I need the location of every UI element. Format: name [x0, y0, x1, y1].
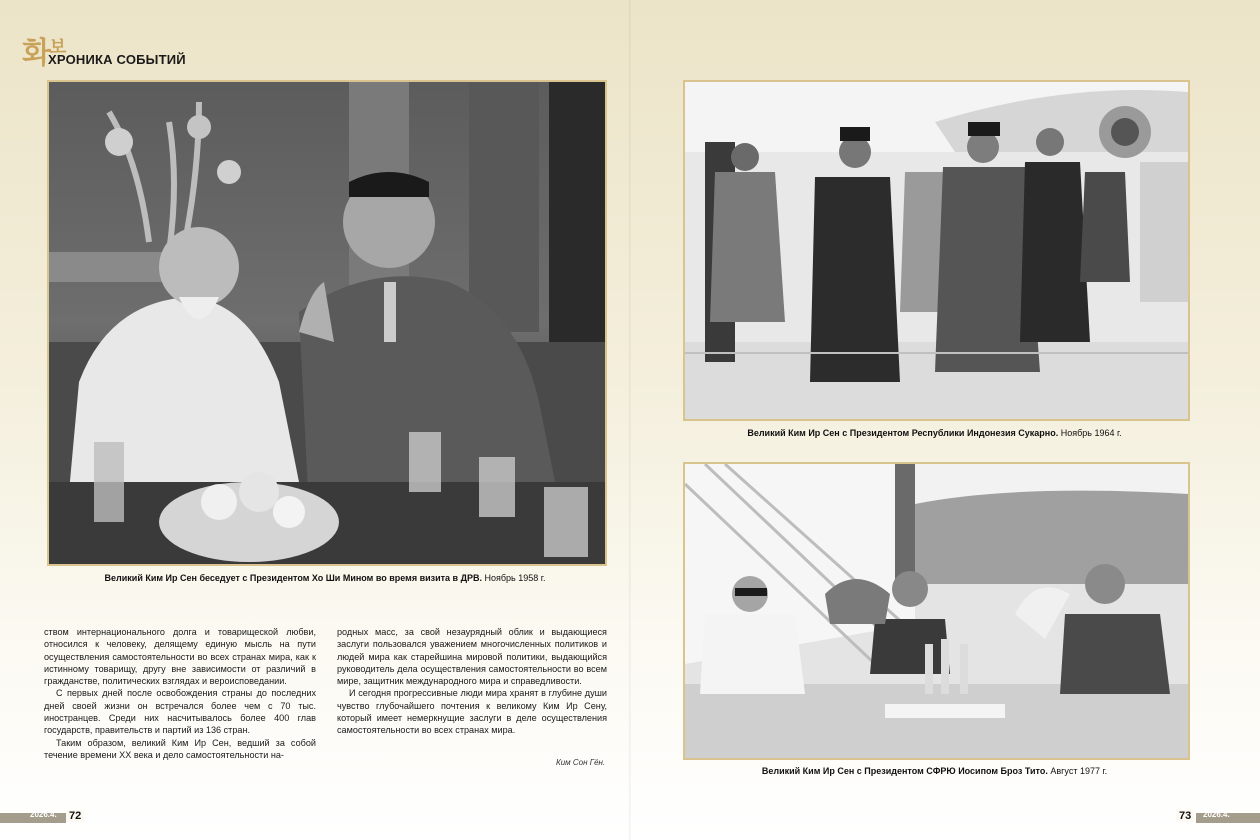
issue-date-left: 2026.4. [30, 810, 57, 819]
paragraph: Таким образом, великий Ким Ир Сен, ведший за собой течение времени XX века и дело самостоятельности на- [44, 737, 316, 760]
article-column-2 [337, 626, 607, 737]
photo-sukarno [683, 80, 1190, 421]
issue-date-right: 2026.4. [1203, 810, 1230, 819]
section-title: ХРОНИКА СОБЫТИЙ [48, 52, 186, 67]
photo-tito-image [685, 464, 1188, 758]
author-signature: Ким Сон Гён. [556, 758, 606, 767]
page-number-right: 73 [1176, 810, 1194, 822]
caption-tito: Великий Ким Ир Сен с Президентом СФРЮ Иосипом Броз Тито. Август 1977 г. [761, 766, 1108, 776]
page-number-left: 72 [66, 810, 84, 822]
caption-sukarno: Великий Ким Ир Сен с Президентом Республики Индонезия Сукарно. Ноябрь 1964 г. [747, 428, 1122, 438]
photo-ho-chi-minh [47, 80, 607, 566]
photo-ho-chi-minh-image [49, 82, 605, 564]
paragraph: ством интернационального долга и товарищеской любви, относился к человеку, делящему единую мысль на пути осуществления самостоятельности во всех странах мира, как к истинному товарищу, другу вне зависимости от различий в гражданстве, политических взглядах и вероисповедании. [44, 627, 316, 687]
paragraph: И сегодня прогрессивные люди мира хранят в глубине души чувство глубочайшего почтения к великому Ким Ир Сену, который имеет немеркнущие заслуги в деле осуществления самостоятельности во всех странах мира. [337, 688, 607, 736]
right-page [630, 0, 1260, 840]
caption-ho-chi-minh: Великий Ким Ир Сен беседует с Президентом Хо Ши Мином во время визита в ДРВ. Ноябрь 1958 г. [104, 573, 546, 583]
paragraph: родных масс, за свой незаурядный облик и выдающиеся заслуги пользовался уважением многочисленных политиков и людей мира как старейшина мировой политики, выдающийся руководитель дела осуществления самостоятельности во всем мире, защитник международного мира и справедливости. [337, 627, 607, 687]
paragraph: С первых дней после освобождения страны до последних дней своей жизни он встречался более чем с 70 тыс. иностранцев. Среди них насчитывалось более 400 глав государств, правительств и партий из 136 стран. [44, 688, 316, 736]
photo-sukarno-image [685, 82, 1188, 419]
photo-tito [683, 462, 1190, 760]
magazine-logo: 화$^보$ [22, 36, 65, 71]
article-column-1 [44, 626, 316, 761]
